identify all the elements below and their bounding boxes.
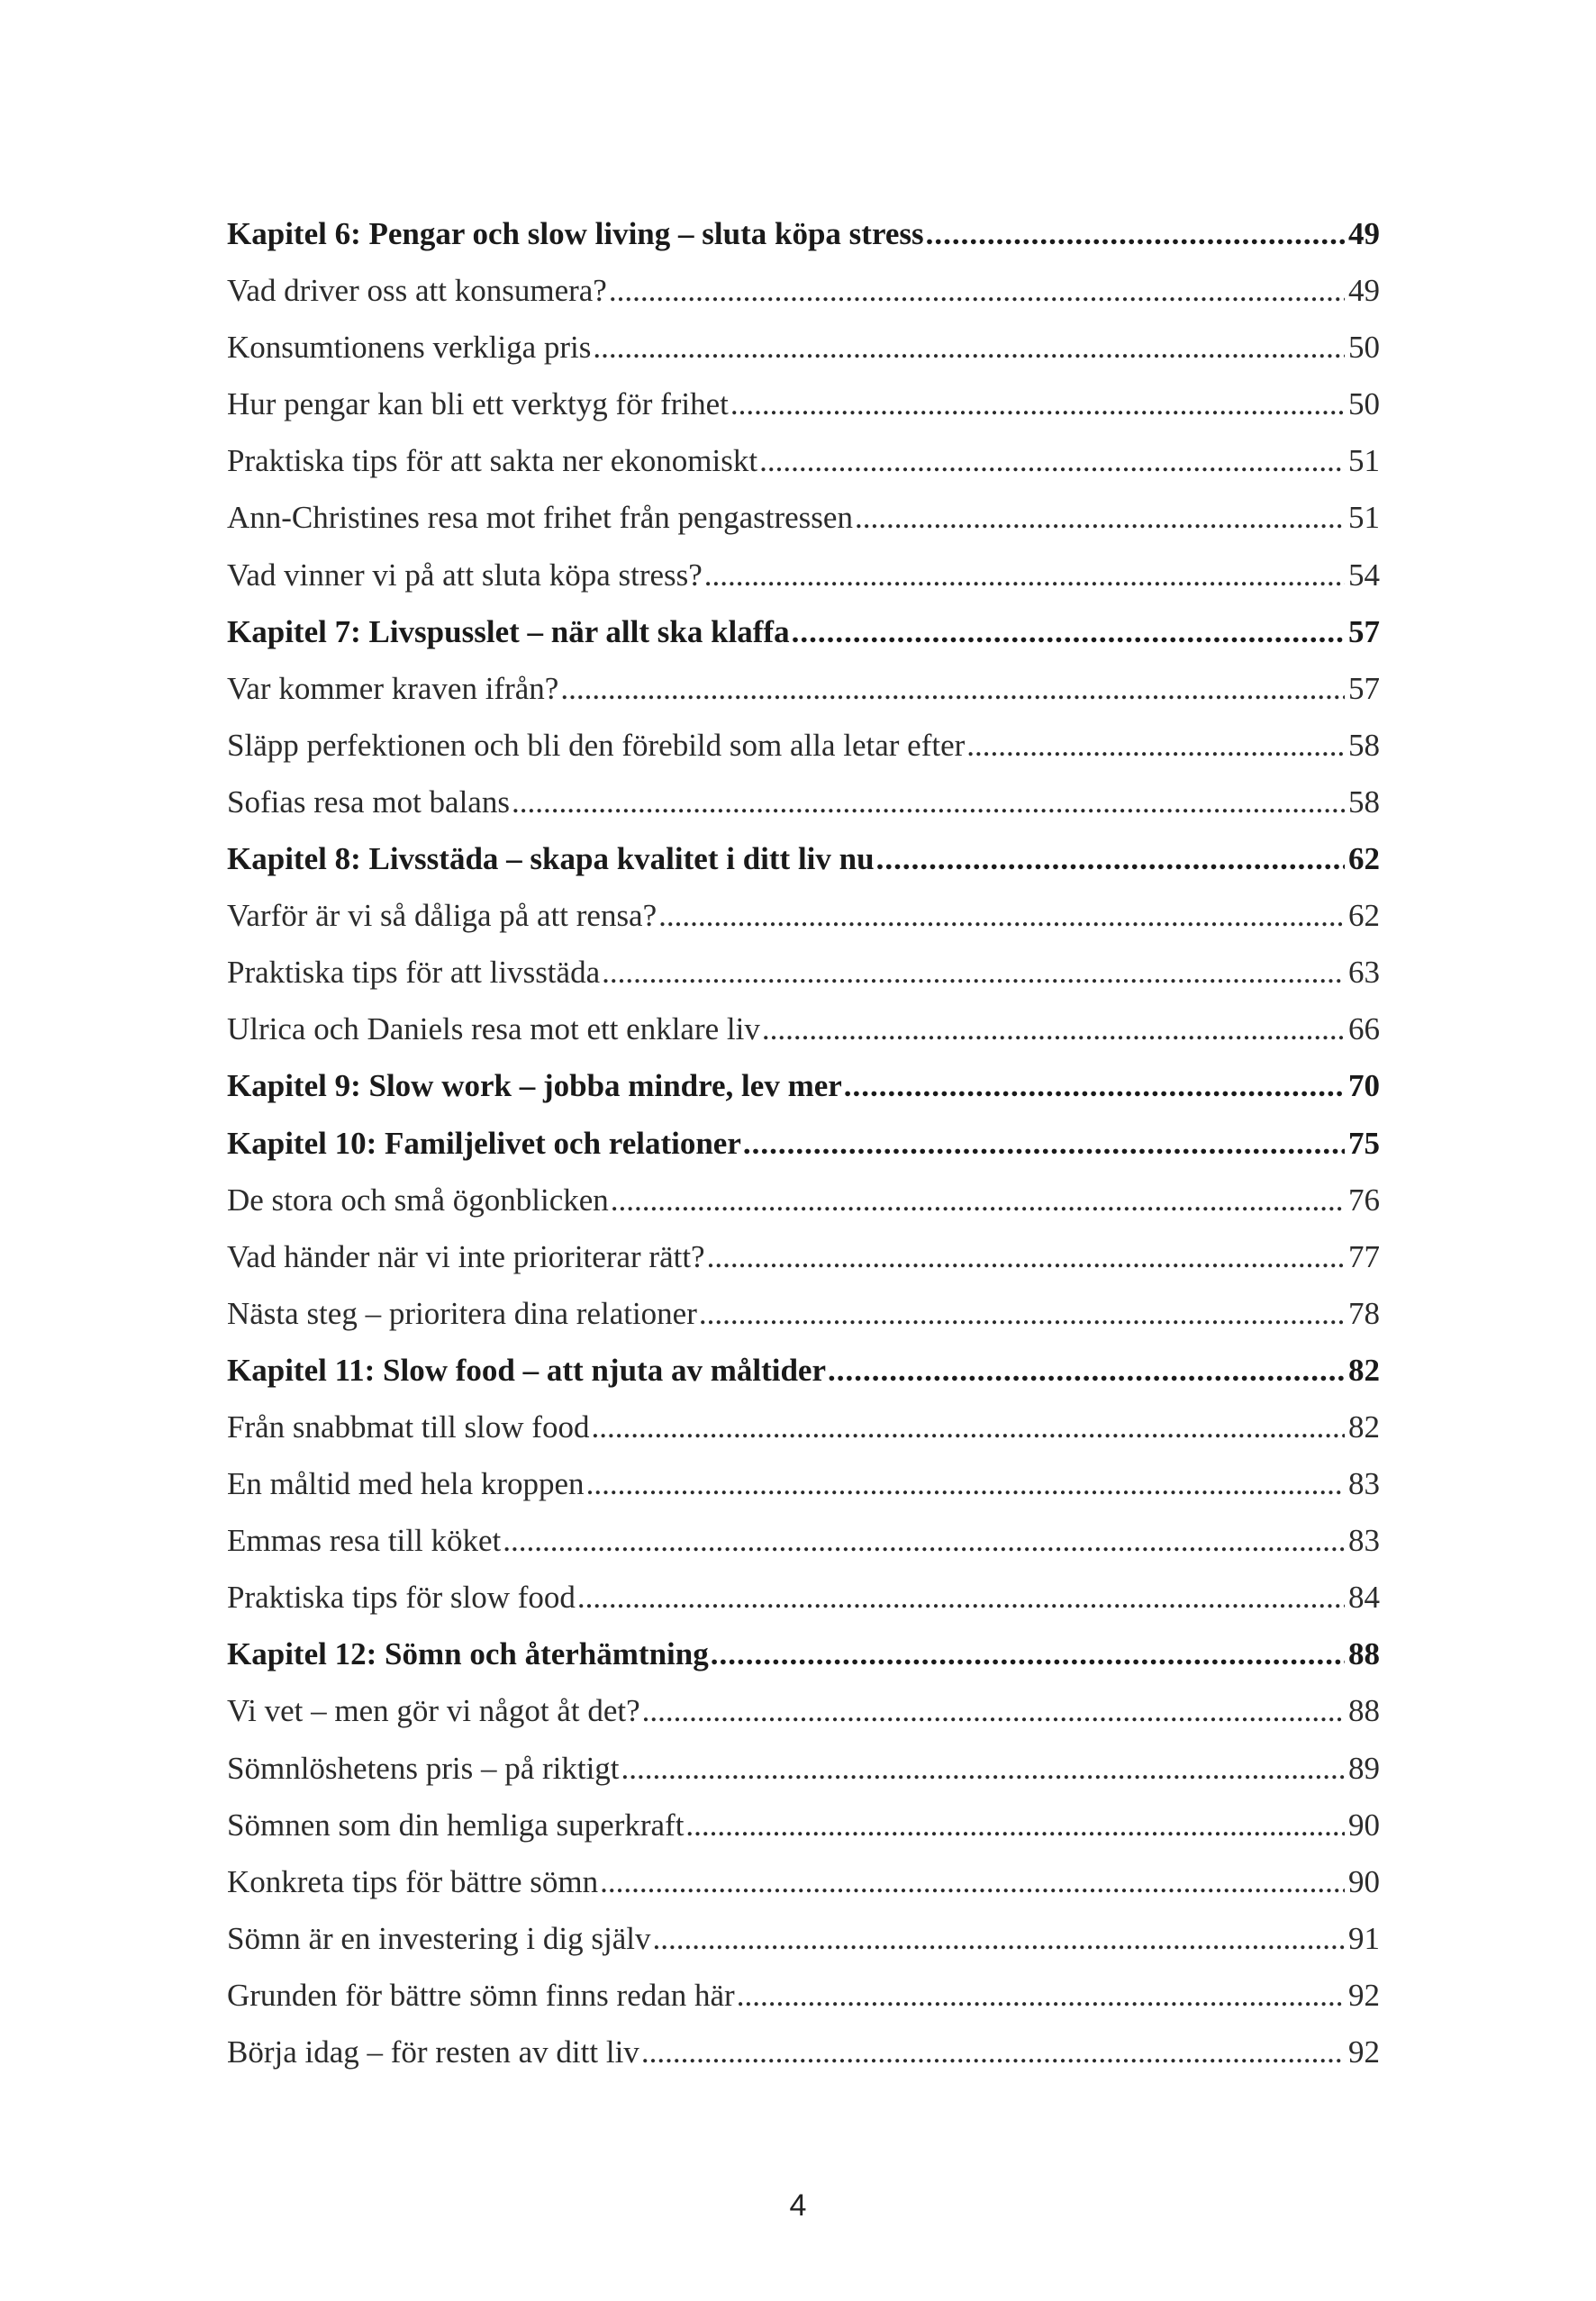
toc-dot-leader xyxy=(641,2024,1345,2080)
toc-dot-leader xyxy=(658,887,1345,944)
toc-entry-page: 91 xyxy=(1348,1920,1380,1956)
toc-dot-leader xyxy=(611,1172,1345,1228)
toc-chapter-entry[interactable] xyxy=(227,1342,1380,1399)
toc-section-entry[interactable] xyxy=(227,547,1380,603)
toc-section-entry[interactable] xyxy=(227,1455,1380,1512)
toc-entry-title: Kapitel 11: Slow food – att njuta av måltider xyxy=(227,1352,826,1388)
toc-entry-title: Sömnlöshetens pris – på riktigt xyxy=(227,1750,620,1786)
toc-dot-leader xyxy=(512,774,1345,830)
toc-entry-title: Hur pengar kan bli ett verktyg för frihet xyxy=(227,386,729,422)
toc-entry-title: Vad händer när vi inte prioriterar rätt? xyxy=(227,1238,705,1274)
toc-section-entry[interactable] xyxy=(227,376,1380,432)
toc-entry-title: Sofias resa mot balans xyxy=(227,784,510,820)
toc-dot-leader xyxy=(707,1228,1345,1285)
toc-entry-page: 92 xyxy=(1348,1977,1380,2013)
toc-dot-leader xyxy=(577,1569,1345,1626)
toc-dot-leader xyxy=(762,1001,1345,1057)
toc-entry-page: 92 xyxy=(1348,2034,1380,2070)
toc-chapter-entry[interactable] xyxy=(227,205,1380,262)
toc-dot-leader xyxy=(704,547,1345,603)
toc-dot-leader xyxy=(642,1682,1345,1739)
toc-chapter-entry[interactable] xyxy=(227,1626,1380,1682)
toc-entry-page: 75 xyxy=(1348,1125,1380,1161)
toc-dot-leader xyxy=(828,1342,1345,1399)
toc-dot-leader xyxy=(876,830,1345,887)
toc-entry-title: Vi vet – men gör vi något åt det? xyxy=(227,1693,640,1729)
toc-entry-title: Börja idag – för resten av ditt liv xyxy=(227,2034,639,2070)
toc-entry-title: Nästa steg – prioritera dina relationer xyxy=(227,1295,697,1331)
toc-entry-page: 62 xyxy=(1348,898,1380,934)
toc-entry-page: 77 xyxy=(1348,1238,1380,1274)
toc-section-entry[interactable] xyxy=(227,1172,1380,1228)
toc-section-entry[interactable] xyxy=(227,944,1380,1001)
toc-chapter-entry[interactable] xyxy=(227,830,1380,887)
toc-entry-page: 82 xyxy=(1348,1352,1380,1388)
toc-dot-leader xyxy=(711,1626,1345,1682)
toc-entry-title: Varför är vi så dåliga på att rensa? xyxy=(227,898,657,934)
toc-entry-page: 89 xyxy=(1348,1750,1380,1786)
toc-entry-page: 88 xyxy=(1348,1636,1380,1672)
toc-section-entry[interactable] xyxy=(227,1740,1380,1797)
toc-entry-title: Kapitel 7: Livspusslet – när allt ska klaffa xyxy=(227,613,790,649)
toc-entry-title: Vad driver oss att konsumera? xyxy=(227,273,607,309)
toc-entry-title: Vad vinner vi på att sluta köpa stress? xyxy=(227,557,703,593)
toc-entry-title: Kapitel 12: Sömn och återhämtning xyxy=(227,1636,709,1672)
toc-entry-title: Konkreta tips för bättre sömn xyxy=(227,1863,599,1899)
toc-section-entry[interactable] xyxy=(227,2024,1380,2080)
toc-section-entry[interactable] xyxy=(227,1285,1380,1342)
toc-entry-page: 51 xyxy=(1348,443,1380,479)
toc-chapter-entry[interactable] xyxy=(227,1057,1380,1114)
toc-dot-leader xyxy=(926,205,1345,262)
toc-entry-title: En måltid med hela kroppen xyxy=(227,1466,585,1502)
toc-entry-page: 76 xyxy=(1348,1182,1380,1218)
toc-entry-title: Var kommer kraven ifrån? xyxy=(227,670,559,706)
toc-entry-page: 83 xyxy=(1348,1523,1380,1559)
toc-entry-title: Sömnen som din hemliga superkraft xyxy=(227,1807,685,1843)
toc-entry-title: Kapitel 9: Slow work – jobba mindre, lev mer xyxy=(227,1068,842,1104)
toc-entry-page: 49 xyxy=(1348,216,1380,251)
toc-entry-title: Praktiska tips för att livsstäda xyxy=(227,955,601,991)
toc-dot-leader xyxy=(652,1910,1345,1967)
toc-entry-page: 78 xyxy=(1348,1295,1380,1331)
toc-entry-page: 90 xyxy=(1348,1863,1380,1899)
toc-section-entry[interactable] xyxy=(227,1853,1380,1910)
toc-dot-leader xyxy=(503,1512,1345,1569)
toc-section-entry[interactable] xyxy=(227,262,1380,319)
toc-dot-leader xyxy=(792,603,1345,660)
toc-entry-page: 57 xyxy=(1348,670,1380,706)
toc-dot-leader xyxy=(737,1967,1345,2024)
toc-section-entry[interactable] xyxy=(227,774,1380,830)
toc-entry-title: Konsumtionens verkliga pris xyxy=(227,330,592,366)
toc-entry-page: 54 xyxy=(1348,557,1380,593)
toc-section-entry[interactable] xyxy=(227,717,1380,774)
toc-section-entry[interactable] xyxy=(227,319,1380,376)
toc-entry-page: 57 xyxy=(1348,613,1380,649)
page-number: 4 xyxy=(789,2188,807,2223)
toc-entry-page: 90 xyxy=(1348,1807,1380,1843)
toc-entry-page: 84 xyxy=(1348,1580,1380,1616)
toc-entry-page: 58 xyxy=(1348,727,1380,763)
toc-dot-leader xyxy=(966,717,1345,774)
toc-dot-leader xyxy=(593,319,1345,376)
toc-entry-page: 66 xyxy=(1348,1011,1380,1047)
toc-dot-leader xyxy=(560,660,1345,717)
toc-section-entry[interactable] xyxy=(227,1569,1380,1626)
toc-section-entry[interactable] xyxy=(227,1228,1380,1285)
toc-dot-leader xyxy=(844,1057,1345,1114)
toc-entry-page: 51 xyxy=(1348,500,1380,536)
toc-dot-leader xyxy=(699,1285,1345,1342)
table-of-contents xyxy=(227,205,1380,2080)
toc-section-entry[interactable] xyxy=(227,1512,1380,1569)
toc-dot-leader xyxy=(609,262,1345,319)
toc-entry-title: Emmas resa till köket xyxy=(227,1523,502,1559)
toc-entry-title: Kapitel 6: Pengar och slow living – sluta köpa stress xyxy=(227,216,924,251)
toc-entry-page: 50 xyxy=(1348,330,1380,366)
toc-entry-title: Grunden för bättre sömn finns redan här xyxy=(227,1977,735,2013)
toc-entry-page: 63 xyxy=(1348,955,1380,991)
toc-dot-leader xyxy=(685,1797,1345,1853)
toc-dot-leader xyxy=(743,1115,1345,1172)
toc-entry-page: 82 xyxy=(1348,1409,1380,1445)
toc-entry-page: 88 xyxy=(1348,1693,1380,1729)
toc-section-entry[interactable] xyxy=(227,1967,1380,2024)
toc-section-entry[interactable] xyxy=(227,887,1380,944)
toc-entry-title: Praktiska tips för slow food xyxy=(227,1580,576,1616)
toc-section-entry[interactable] xyxy=(227,432,1380,489)
toc-section-entry[interactable] xyxy=(227,1797,1380,1853)
toc-entry-title: Praktiska tips för att sakta ner ekonomiskt xyxy=(227,443,758,479)
toc-dot-leader xyxy=(591,1399,1345,1455)
toc-section-entry[interactable] xyxy=(227,660,1380,717)
toc-entry-page: 49 xyxy=(1348,273,1380,309)
toc-entry-title: Ulrica och Daniels resa mot ett enklare liv xyxy=(227,1011,760,1047)
toc-entry-title: Kapitel 10: Familjelivet och relationer xyxy=(227,1125,741,1161)
toc-entry-title: Från snabbmat till slow food xyxy=(227,1409,590,1445)
toc-entry-page: 58 xyxy=(1348,784,1380,820)
toc-entry-title: Släpp perfektionen och bli den förebild som alla letar efter xyxy=(227,727,966,763)
toc-entry-page: 50 xyxy=(1348,386,1380,422)
toc-section-entry[interactable] xyxy=(227,489,1380,546)
toc-dot-leader xyxy=(600,1853,1345,1910)
toc-entry-title: De stora och små ögonblicken xyxy=(227,1182,609,1218)
toc-dot-leader xyxy=(855,489,1345,546)
toc-entry-page: 83 xyxy=(1348,1466,1380,1502)
toc-dot-leader xyxy=(730,376,1345,432)
toc-entry-title: Ann-Christines resa mot frihet från pengastressen xyxy=(227,500,853,536)
toc-dot-leader xyxy=(621,1740,1345,1797)
toc-section-entry[interactable] xyxy=(227,1001,1380,1057)
toc-entry-page: 62 xyxy=(1348,841,1380,877)
toc-section-entry[interactable] xyxy=(227,1682,1380,1739)
toc-dot-leader xyxy=(586,1455,1345,1512)
toc-entry-page: 70 xyxy=(1348,1068,1380,1104)
toc-entry-title: Kapitel 8: Livsstäda – skapa kvalitet i ditt liv nu xyxy=(227,841,875,877)
toc-dot-leader xyxy=(759,432,1345,489)
toc-chapter-entry[interactable] xyxy=(227,1115,1380,1172)
toc-section-entry[interactable] xyxy=(227,1910,1380,1967)
toc-entry-title: Sömn är en investering i dig själv xyxy=(227,1920,651,1956)
toc-dot-leader xyxy=(602,944,1345,1001)
toc-chapter-entry[interactable] xyxy=(227,603,1380,660)
toc-section-entry[interactable] xyxy=(227,1399,1380,1455)
